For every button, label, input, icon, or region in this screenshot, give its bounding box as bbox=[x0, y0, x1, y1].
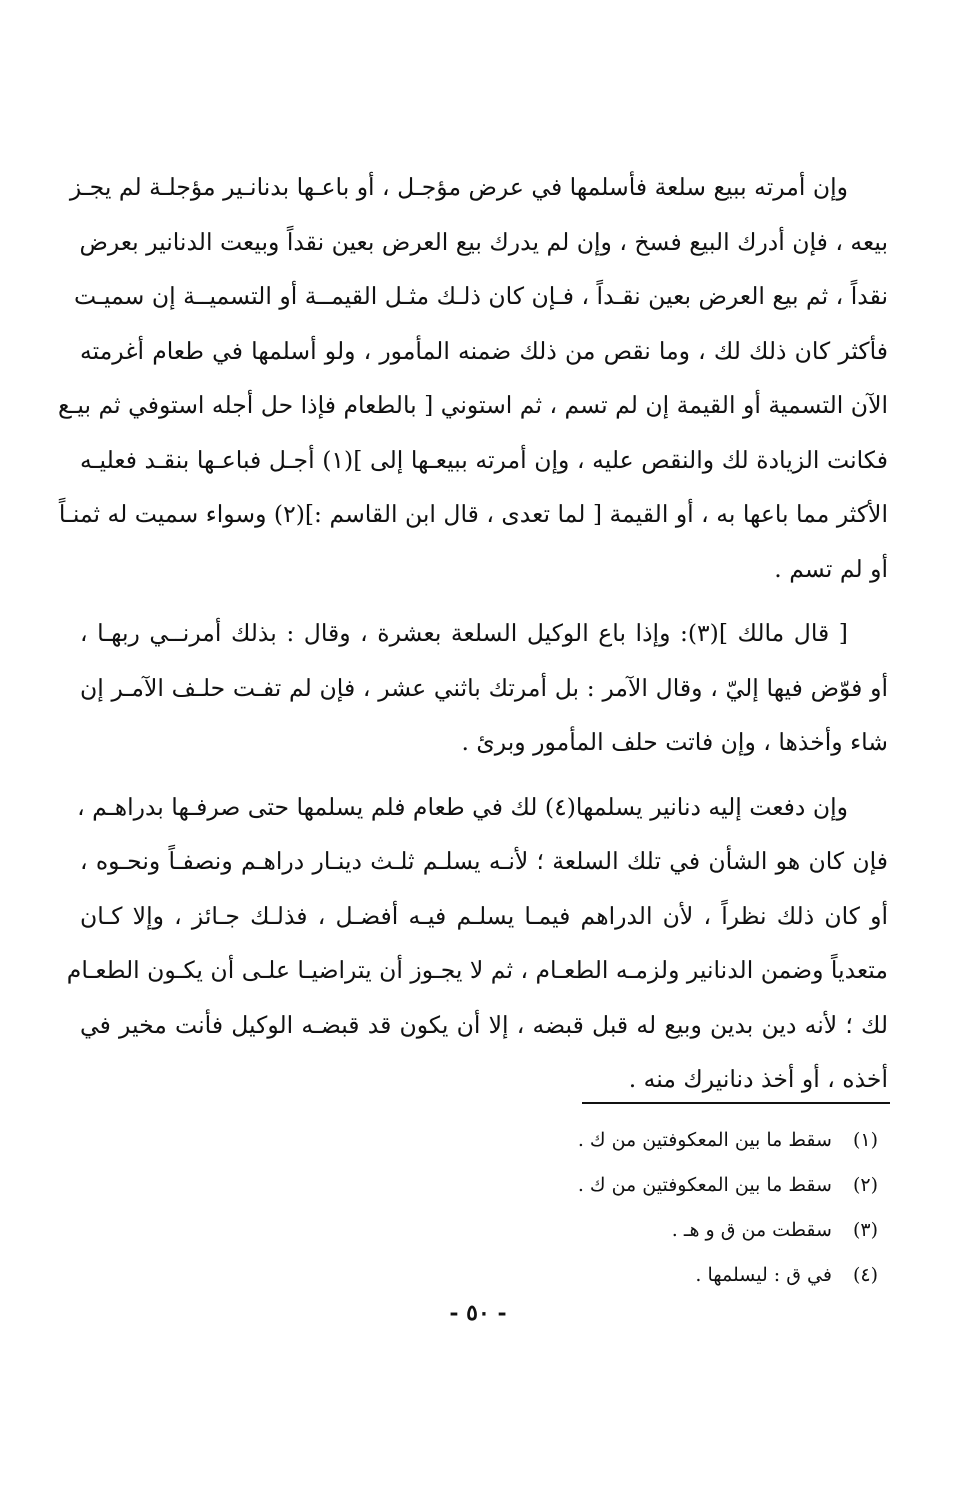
text-line: شاء وأخذها ، وإن فاتت حلف المأمور وبرئ . bbox=[461, 728, 888, 756]
footnote-text: سقطت من ق و هـ . bbox=[671, 1219, 832, 1241]
paragraph-2 bbox=[80, 606, 888, 770]
footnote-number: (٢) bbox=[852, 1174, 878, 1196]
text-line: فإن كان هو الشأن في تلك السلعة ؛ لأنـه يسلـم ثلـث دينـار دراهـم ونصفـاً ونحـوه ، bbox=[80, 847, 888, 875]
text-line: [ قال مالك ](٣): وإذا باع الوكيل السلعة بعشرة ، وقال : بذلك أمرنــي ربهـا ، bbox=[80, 619, 848, 647]
text-line: وإن دفعت إليه دنانير يسلمها(٤) لك في طعام فلم يسلمها حتى صرفـها بدراهـم ، bbox=[77, 792, 848, 821]
page-number: - ٥٠ - bbox=[449, 1300, 507, 1326]
footnote-number: (١) bbox=[852, 1129, 878, 1151]
text-line: أخذه ، أو أخذ دنانيرك منه . bbox=[628, 1065, 888, 1093]
text-line: الأكثر مما باعها به ، أو القيمة [ لما تعدى ، قال ابن القاسم :](٢) وسواء سميت له ثمنـاً bbox=[58, 500, 888, 528]
footnote-text: سقط ما بين المعكوفتين من ك . bbox=[577, 1174, 832, 1196]
footnote-4 bbox=[478, 1253, 878, 1298]
text-line: فأكثر كان ذلك لك ، وما نقص من ذلك ضمنه المأمور ، ولو أسلمها في طعام أغرمته bbox=[80, 336, 888, 365]
paragraph-1 bbox=[58, 160, 889, 596]
body-text bbox=[58, 160, 889, 1117]
paragraph-3 bbox=[66, 780, 888, 1107]
footnotes bbox=[478, 1118, 878, 1298]
text-line: أو كان ذلك نظراً ، لأن الدراهم فيمـا يسلـم فيـه أفضـل ، فذلـك جـائز ، وإلا كـان bbox=[80, 901, 888, 930]
text-line: أو فوّض فيها إليّ ، وقال الآمر : بل أمرتك باثني عشر ، فإن لم تفـت حلـف الآمـر إن bbox=[80, 673, 888, 702]
footnote-2 bbox=[478, 1163, 878, 1208]
text-line: أو لم تسم . bbox=[774, 554, 888, 583]
footnote-number: (٣) bbox=[852, 1219, 878, 1241]
text-line: وإن أمرته ببيع سلعة فأسلمها في عرض مؤجـل ، أو باعـها بدنانـير مؤجلـة لم يجـز bbox=[69, 173, 848, 201]
footnote-text: سقط ما بين المعكوفتين من ك . bbox=[577, 1129, 832, 1151]
footnote-number: (٤) bbox=[852, 1264, 878, 1286]
footnote-text: في ق : ليسلمها . bbox=[695, 1264, 832, 1286]
footnote-1 bbox=[478, 1118, 878, 1163]
text-line: متعدياً وضمن الدنانير ولزمـه الطعـام ، ثم لا يجـوز أن يتراضيـا علـى أن يكـون الطعـام bbox=[66, 956, 888, 984]
text-line: لك ؛ لأنه دين بدين وبيع له قبل قبضه ، إلا أن يكون قد قبضـه الوكيل فأنت مخير في bbox=[80, 1010, 888, 1039]
text-line: الآن التسمية أو القيمة إن لم تسم ، ثم استوني [ بالطعام فإذا حل أجله استوفي ثم بيـع bbox=[58, 391, 888, 419]
text-line: نقداً ، ثم بيع العرض بعين نقـداً ، فـإن كان ذلـك مثـل القيمــة أو التسميــة إن سميـت bbox=[74, 282, 888, 310]
footnote-separator bbox=[582, 1102, 890, 1104]
text-line: بيعه ، فإن أدرك البيع فسخ ، وإن لم يدرك بيع العرض بعين نقداً وبيعت الدنانير بعرض bbox=[79, 227, 888, 256]
text-line: فكانت الزيادة لك والنقص عليه ، وإن أمرته ببيعـها إلى ](١) أجـل فباعـها بنقـد فعليـه bbox=[80, 445, 889, 474]
footnote-3 bbox=[478, 1208, 878, 1253]
